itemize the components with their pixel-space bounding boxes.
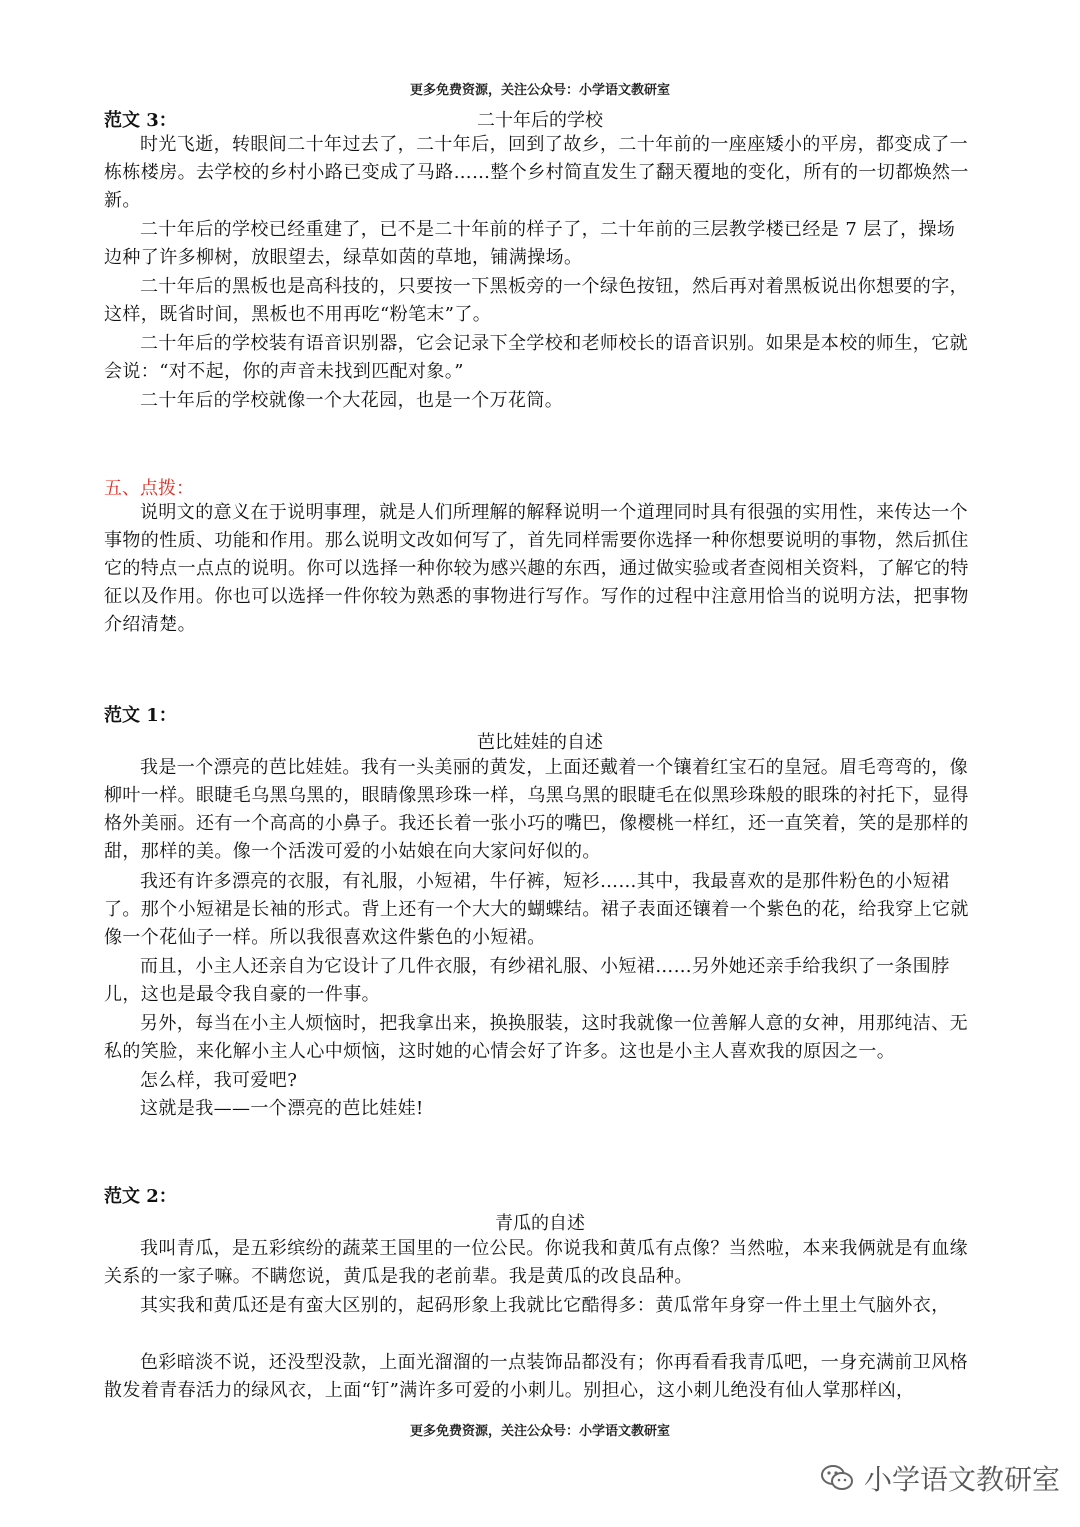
- section1-paragraph-3: 而且，小主人还亲自为它设计了几件衣服，有纱裙礼服、小短裙……另外她还亲手给我织了一条围脖儿，这也是最令我自豪的一件事。: [104, 956, 950, 1005]
- section1-paragraph-4: 另外，每当在小主人烦恼时，把我拿出来，换换服装，这时我就像一位善解人意的女神，用那纯洁、无私的笑脸，来化解小主人心中烦恼，这时她的心情会好了许多。这也是小主人喜欢我的原因之一。: [104, 1013, 968, 1062]
- page-header: 更多免费资源，关注公众号：小学语文教研室: [409, 83, 670, 98]
- tips-paragraph: 说明文的意义在于说明事理，就是人们所理解的解释说明一个道理同时具有很强的实用性，来传达一个事物的性质、功能和作用。那么说明文改如何写了，首先同样需要你选择一种你想要说明的事物，然后抓住它的特点一点点的说明。你可以选择一种你较为感兴趣的东西，通过做实验或者查阅相关资料，了解它的特征以及作用。你也可以选择一件你较为熟悉的事物进行写作。写作的过程中注意用恰当的说明方法，把事物介绍清楚。: [104, 502, 969, 635]
- section3-paragraph-2: 二十年后的学校已经重建了，已不是二十年前的样子了，二十年前的三层教学楼已经是 7 层了，操场边种了许多柳树，放眼望去，绿草如茵的草地，铺满操场。: [104, 219, 956, 268]
- section1-paragraph-1: 我是一个漂亮的芭比娃娃。我有一头美丽的黄发，上面还戴着一个镶着红宝石的皇冠。眉毛弯弯的，像柳叶一样。眼睫毛乌黑乌黑的，眼睛像黑珍珠一样，乌黑乌黑的眼睫毛在似黑珍珠般的眼珠的衬托下，显得格外美丽。还有一个高高的小鼻子。我还长着一张小巧的嘴巴，像樱桃一样红，还一直笑着，笑的是那样的甜，那样的美。像一个活泼可爱的小姑娘在向大家问好似的。: [104, 757, 969, 862]
- section2-paragraph-2: 其实我和黄瓜还是有蛮大区别的，起码形象上我就比它酷得多：黄瓜常年身穿一件土里土气脑外衣，: [140, 1295, 950, 1316]
- section3-title: 二十年后的学校: [477, 110, 603, 131]
- tips-label: 五、点拨：: [104, 478, 194, 499]
- section1-paragraph-2: 我还有许多漂亮的衣服，有礼服，小短裙，牛仔裤，短衫……其中，我最喜欢的是那件粉色的小短裙了。那个小短裙是长袖的形式。背上还有一个大大的蝴蝶结。裙子表面还镶着一个紫色的花，给我穿上它就像一个花仙子一样。所以我很喜欢这件紫色的小短裙。: [104, 871, 969, 948]
- section3-paragraph-4: 二十年后的学校装有语音识别器，它会记录下全学校和老师校长的语音识别。如果是本校的师生，它就会说：“对不起，你的声音未找到匹配对象。”: [104, 333, 968, 382]
- section3-paragraph-3: 二十年后的黑板也是高科技的，只要按一下黑板旁的一个绿色按钮，然后再对着黑板说出你想要的字，这样，既省时间，黑板也不用再吃“粉笔末”了。: [104, 276, 968, 325]
- section2-paragraph-1: 我叫青瓜，是五彩缤纷的蔬菜王国里的一位公民。你说我和黄瓜有点像？当然啦，本来我俩就是有血缘关系的一家子嘛。不瞒您说，黄瓜是我的老前辈。我是黄瓜的改良品种。: [104, 1238, 968, 1287]
- wechat-icon: [820, 1463, 854, 1493]
- section1-paragraph-5: 怎么样，我可爱吧?: [140, 1070, 298, 1091]
- page-footer: 更多免费资源，关注公众号：小学语文教研室: [409, 1424, 670, 1439]
- section1-label: 范文 1：: [104, 705, 177, 726]
- section3-paragraph-5: 二十年后的学校就像一个大花园，也是一个万花筒。: [140, 390, 564, 411]
- section1-paragraph-6: 这就是我——一个漂亮的芭比娃娃!: [140, 1098, 424, 1119]
- watermark-text: 小学语文教研室: [864, 1463, 1061, 1496]
- section1-title: 芭比娃娃的自述: [477, 732, 603, 753]
- section2-label: 范文 2：: [104, 1186, 177, 1207]
- section2-paragraph-3: 色彩暗淡不说，还没型没款，上面光溜溜的一点装饰品都没有；你再看看我青瓜吧，一身充满前卫风格散发着青春活力的绿风衣，上面“钉”满许多可爱的小刺儿。别担心，这小刺儿绝没有仙人掌那样凶，: [104, 1352, 968, 1401]
- section3-label: 范文 3：: [104, 110, 177, 131]
- section3-paragraph-1: 时光飞逝，转眼间二十年过去了，二十年后，回到了故乡，二十年前的一座座矮小的平房，都变成了一栋栋楼房。去学校的乡村小路已变成了马路……整个乡村简直发生了翻天覆地的变化，所有的一切都焕然一新。: [104, 134, 969, 211]
- section2-title: 青瓜的自述: [495, 1213, 585, 1234]
- watermark: [820, 1458, 1060, 1498]
